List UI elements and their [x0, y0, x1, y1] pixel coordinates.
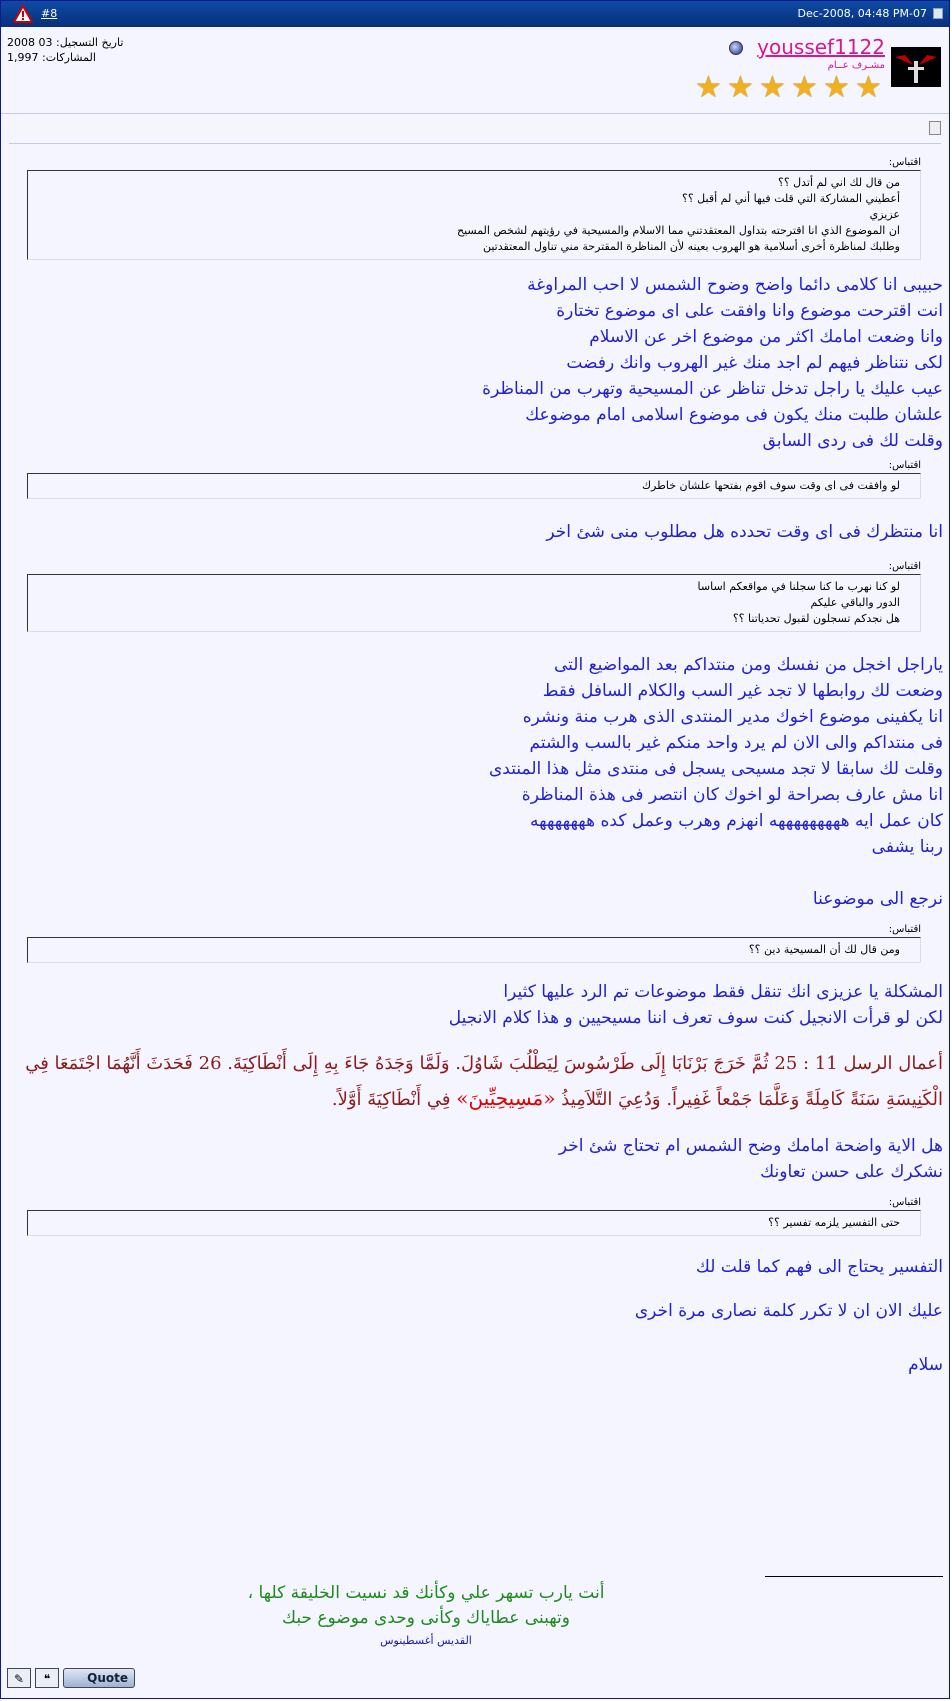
quote-block	[27, 170, 921, 260]
quote-line: هل نجدكم تسجلون لقبول تحدياتنا ؟؟	[732, 612, 900, 625]
reply-paragraph	[21, 979, 943, 1031]
user-info-bar	[1, 27, 949, 114]
text-line: انا يكفينى موضوع اخوك مدير المنتدى الذى هرب منة ونشره	[522, 707, 943, 727]
divider	[9, 143, 941, 144]
quote-line: لو كنا نهرب ما كنا سجلنا في مواقعكم اساسا	[697, 580, 900, 593]
quote-line: حتى التفسير يلزمه تفسير ؟؟	[768, 1216, 900, 1229]
text-line: انا منتظرك فى اى وقت تحدده هل مطلوب منى شئ اخر	[546, 522, 943, 542]
quote-line: ان الموضوع الذي انا اقترحته بتداول المعتقدتني مما الاسلام والمسيحية في رؤيتهم لشخص المسيح	[456, 224, 900, 237]
text-line: المشكلة يا عزيزى انك تنقل فقط موضوعات تم الرد عليها كثيرا	[503, 982, 943, 1002]
quote-line: ومن قال لك أن المسيحية دين ؟؟	[748, 943, 900, 956]
quote-label: اقتباس:	[888, 1197, 921, 1208]
text-line: وقلت لك سابقا لا تجد مسيحى يسجل فى منتدى مثل هذا المنتدى	[489, 759, 943, 779]
post-icon	[933, 8, 943, 19]
bible-verse	[21, 1047, 943, 1117]
post-content	[21, 151, 943, 1378]
text-line: علشان طلبت منك يكون فى موضوع اسلامى امام موضوعك	[525, 405, 943, 425]
quote-label: اقتباس:	[888, 561, 921, 572]
join-date: تاريخ التسجيل: 03 2008	[7, 36, 124, 49]
star-icon: ★	[855, 70, 882, 105]
verse-highlight: «مَسِيحِيِّينَ»	[456, 1086, 556, 1110]
user-stats	[7, 35, 131, 65]
star-icon: ★	[791, 70, 818, 105]
text-line: عليك الان ان لا تكرر كلمة نصارى مرة اخرى	[634, 1301, 943, 1321]
signature-line: وتهبنى عطاياك وكأنى وحدى موضوع حبك	[282, 1608, 570, 1628]
online-status-icon	[729, 41, 743, 55]
text-line: لكن لو قرأت الانجيل كنت سوف تعرف اننا مسيحيين و هذا كلام الانجيل	[448, 1008, 943, 1028]
signature	[1, 1581, 851, 1647]
reply-paragraph	[21, 272, 943, 454]
post-number-link[interactable]: #8	[41, 7, 58, 20]
text-line: هل الاية واضحة امامك وضح الشمس ام تحتاج شئ اخر	[558, 1136, 943, 1156]
text-line: عيب عليك يا راجل تدخل تناظر عن المسيحية وتهرب من المناظرة	[482, 379, 943, 399]
reply-paragraph	[21, 519, 943, 545]
text-line: وانا وضعت امامك اكثر من موضوع اخر عن الاسلام	[589, 327, 943, 347]
text-line: انا مش عارف بصراحة لو اخوك كان انتصر فى هذة المناظرة	[521, 785, 943, 805]
post-header	[1, 1, 949, 27]
report-warning-icon[interactable]	[13, 4, 33, 24]
signature-author: القديس أغسطينوس	[380, 1634, 472, 1647]
user-title: مشـرف عــام	[827, 60, 885, 71]
text-line: انت اقترحت موضوع وانا وافقت على اى موضوع تختارة	[556, 301, 943, 321]
text-line: وقلت لك فى ردى السابق	[762, 431, 943, 451]
quote-line: لو وافقت فى اى وقت سوف اقوم بفتحها علشان خاطرك	[641, 479, 900, 492]
quote-label: اقتباس:	[888, 460, 921, 471]
quote-block	[27, 574, 921, 632]
quote-label: اقتباس:	[888, 157, 921, 168]
reply-paragraph	[21, 1298, 943, 1324]
reply-paragraph	[21, 652, 943, 912]
user-rank-stars	[695, 70, 885, 105]
verse-text: ثُمَّ خَرَجَ بَرْنَابَا إِلَى طَرْسُوسَ لِيَطْلُبَ شَاوُلَ. وَلَمَّا وَجَدَهُ جَاءَ بِهِ إِلَى أَنْطَاكِيَةَ. 26	[198, 1053, 769, 1074]
reply-paragraph	[21, 1133, 943, 1185]
quote-line: عزيزي	[869, 208, 900, 221]
post-message-icon	[929, 121, 941, 135]
quote-line: الدور والباقي عليكم	[810, 596, 900, 609]
text-line: لكى نتناظر فيهم لم اجد منك غير الهروب وانك رفضت	[566, 353, 943, 373]
edit-post-icon[interactable]: ✎	[7, 1668, 31, 1688]
star-icon: ★	[727, 70, 754, 105]
text-line: نرجع الى موضوعنا	[812, 889, 943, 909]
star-icon: ★	[823, 70, 850, 105]
quote-block	[27, 1210, 921, 1236]
text-line	[21, 860, 943, 886]
text-line: فى منتداكم والى الان لم يرد واحد منكم غير بالسب والشتم	[529, 733, 943, 753]
quote-label: اقتباس:	[888, 924, 921, 935]
verse-text: فِي أَنْطَاكِيَةَ أَوَّلاً.	[331, 1089, 451, 1110]
text-line: وضعت لك روابطها لا تجد غير السب والكلام السافل فقط	[542, 681, 943, 701]
text-line: حبيبى انا كلامى دائما واضح وضوح الشمس لا احب المراوغة	[527, 275, 943, 295]
multi-quote-icon[interactable]: ❝	[35, 1668, 59, 1688]
reply-paragraph	[21, 1352, 943, 1378]
text-line: نشكرك على حسن تعاونك	[760, 1162, 943, 1182]
signature-divider	[765, 1576, 943, 1577]
verse-text: فَحَدَثَ أَنَّهُمَا اجْتَمَعَا فِي الْكَنِيسَةِ سَنَةً كَامِلَةً وَعَلَّمَا جَمْعاً غَفِيراً. وَدُعِيَ التَّلاَمِيذُ	[25, 1053, 943, 1110]
post-action-buttons	[7, 1668, 135, 1688]
verse-reference: أعمال الرسل 11 : 25	[774, 1053, 943, 1074]
quote-line: أعطيني المشاركة التي قلت فيها أني لم أقبل ؟؟	[682, 192, 900, 205]
user-avatar[interactable]	[891, 47, 941, 87]
quote-block	[27, 937, 921, 963]
quote-button[interactable]: Quote	[63, 1668, 135, 1688]
text-line: كان عمل ايه هههههههههه انهزم وهرب وعمل كده هههههههه	[530, 811, 943, 831]
username-link[interactable]: youssef1122	[757, 35, 885, 59]
post-count: المشاركات: 1,997	[7, 51, 96, 64]
text-line: ياراجل اخجل من نفسك ومن منتداكم بعد المواضيع التى	[554, 655, 943, 675]
text-line: التفسير يحتاج الى فهم كما قلت لك	[695, 1257, 943, 1277]
quote-line: من قال لك اني لم أتدل ؟؟	[778, 176, 900, 189]
signature-line: أنت يارب تسهر علي وكأنك قد نسيت الخليقة كلها ،	[247, 1583, 605, 1603]
star-icon: ★	[695, 70, 722, 105]
reply-paragraph	[21, 1254, 943, 1280]
quote-line: وطلبك لمناظرة أخرى أسلامية هو الهروب بعينه لأن المناظرة المقترحة مني تناول المعتقدتين	[482, 240, 900, 253]
post-date: Dec-2008, 04:48 PM-07	[797, 7, 927, 20]
text-line: سلام	[908, 1355, 943, 1375]
quote-block	[27, 473, 921, 499]
text-line: ربنا يشفى	[871, 837, 943, 857]
star-icon: ★	[759, 70, 786, 105]
